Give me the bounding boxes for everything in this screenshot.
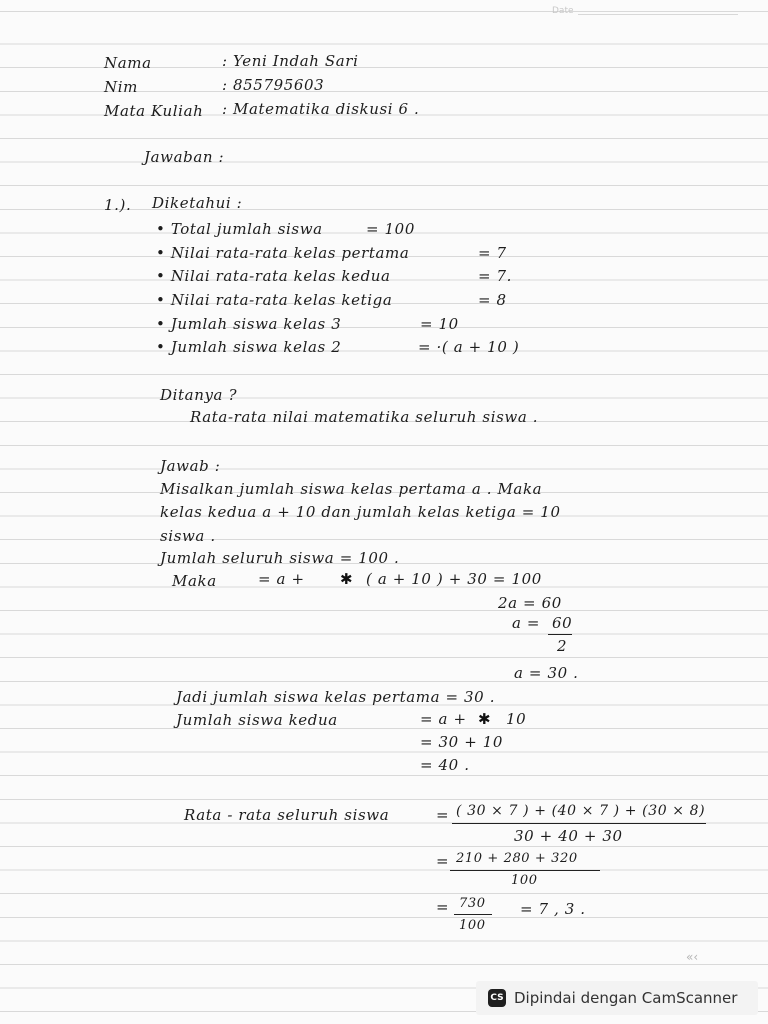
- fraction-denominator: 100: [511, 873, 538, 888]
- camscanner-logo-icon: CS: [488, 989, 506, 1007]
- ditanya-title: Ditanya ?: [160, 386, 238, 404]
- equation-left: =: [436, 852, 450, 870]
- jawab-line: Jumlah seluruh siswa = 100 .: [160, 549, 400, 567]
- fraction-numerator: 210 + 280 + 320: [456, 851, 578, 866]
- fraction-bar: [452, 823, 706, 824]
- equation-line: 2a = 60: [498, 594, 562, 612]
- diketahui-item-value: = 8: [478, 291, 507, 309]
- double-chevron-icon: «‹: [686, 950, 699, 964]
- fraction-numerator: ( 30 × 7 ) + (40 × 7 ) + (30 × 8): [456, 803, 706, 819]
- kedua-label: Jumlah siswa kedua: [176, 711, 338, 729]
- matkul-label: Mata Kuliah: [104, 102, 204, 120]
- diketahui-item-label: • Nilai rata-rata kelas pertama: [156, 244, 410, 262]
- diketahui-item-label: • Nilai rata-rata kelas kedua: [156, 267, 391, 285]
- scribble-mark: ✱: [478, 710, 491, 728]
- fraction-denominator: 30 + 40 + 30: [514, 827, 623, 845]
- equation-left: =: [436, 806, 450, 824]
- fraction-bar: [454, 914, 492, 915]
- jawaban-heading: Jawaban :: [144, 148, 225, 166]
- diketahui-item-value: = 7: [478, 244, 507, 262]
- diketahui-item-label: • Jumlah siswa kelas 2: [156, 338, 342, 356]
- nama-value: : Yeni Indah Sari: [222, 52, 359, 70]
- jawab-line: Misalkan jumlah siswa kelas pertama a . Maka: [160, 480, 543, 498]
- diketahui-item-value: = 10: [420, 315, 459, 333]
- jadi-line: Jadi jumlah siswa kelas pertama = 30 .: [176, 688, 496, 706]
- scribble-mark: ✱: [340, 570, 353, 588]
- diketahui-title: Diketahui :: [152, 194, 243, 212]
- kedua-eq-right: 10: [506, 710, 527, 728]
- equation-line: = 30 + 10: [420, 733, 504, 751]
- diketahui-item-value: = 100: [366, 220, 415, 238]
- equation-line: = 40 .: [420, 756, 470, 774]
- equation-left: =: [436, 898, 450, 916]
- diketahui-item-label: • Jumlah siswa kelas 3: [156, 315, 342, 333]
- date-line: [578, 14, 738, 15]
- camscanner-watermark: [476, 981, 758, 1015]
- jawab-title: Jawab :: [160, 457, 221, 475]
- diketahui-item-value: = 7.: [478, 267, 513, 285]
- final-result: = 7 , 3 .: [520, 900, 586, 918]
- matkul-value: : Matematika diskusi 6 .: [222, 100, 420, 118]
- diketahui-item-label: • Total jumlah siswa: [156, 220, 323, 238]
- jawab-line: siswa .: [160, 527, 216, 545]
- fraction-bar: [450, 870, 600, 871]
- diketahui-item-value: = ·( a + 10 ): [418, 338, 520, 356]
- watermark-text: Dipindai dengan CamScanner: [514, 989, 738, 1007]
- equation-line: a = 30 .: [514, 664, 579, 682]
- question-number: 1.).: [104, 196, 132, 214]
- fraction-numerator: 730: [459, 896, 486, 911]
- equation-left: a =: [512, 614, 541, 632]
- maka-label: Maka: [172, 572, 217, 590]
- jawab-line: kelas kedua a + 10 dan jumlah kelas ketiga = 10: [160, 503, 561, 521]
- fraction-numerator: 60: [552, 614, 573, 632]
- diketahui-item-label: • Nilai rata-rata kelas ketiga: [156, 291, 393, 309]
- fraction-denominator: 100: [459, 918, 486, 933]
- date-label: Date: [552, 6, 574, 16]
- fraction-denominator: 2: [557, 637, 568, 655]
- nim-value: : 855795603: [222, 76, 325, 94]
- rata-label: Rata - rata seluruh siswa: [184, 806, 390, 824]
- nim-label: Nim: [104, 78, 138, 96]
- maka-eq-left: = a +: [258, 570, 305, 588]
- fraction-bar: [548, 634, 572, 635]
- maka-eq-right: ( a + 10 ) + 30 = 100: [366, 570, 542, 588]
- nama-label: Nama: [104, 54, 152, 72]
- kedua-eq-left: = a +: [420, 710, 467, 728]
- ditanya-question: Rata-rata nilai matematika seluruh siswa .: [190, 408, 539, 426]
